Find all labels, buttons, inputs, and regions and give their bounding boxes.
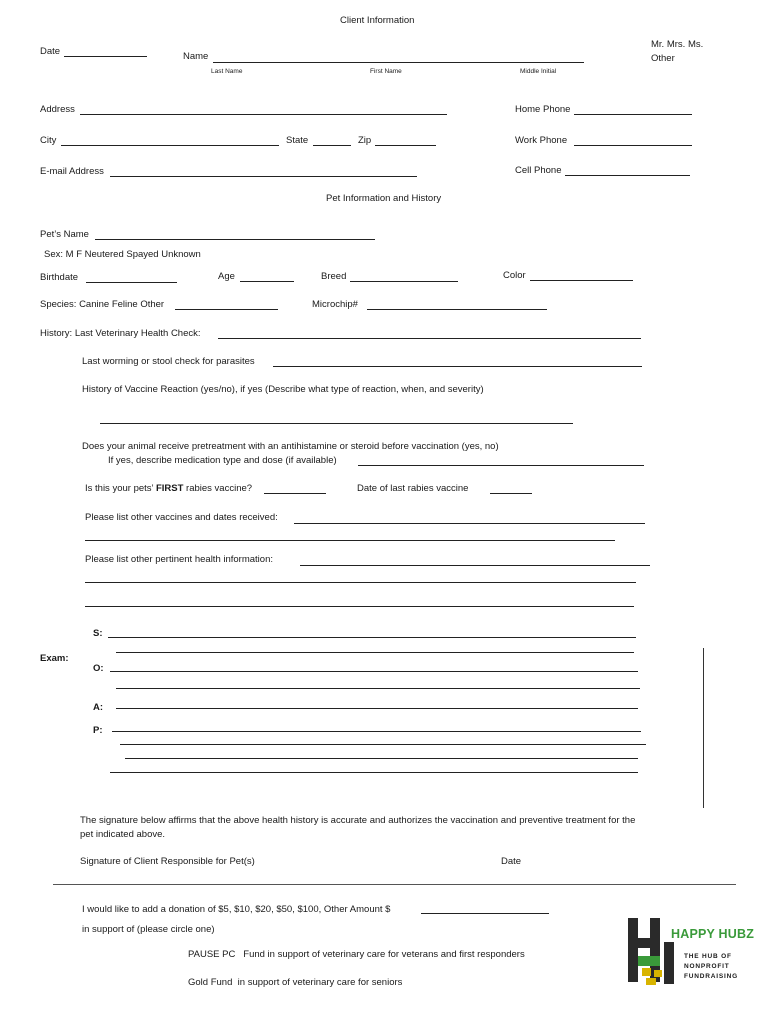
- work-phone-field[interactable]: [574, 145, 692, 146]
- exam-s-label: S:: [93, 628, 103, 639]
- birthdate-field[interactable]: [86, 282, 177, 283]
- logo-tagline-2: NONPROFIT: [684, 963, 730, 970]
- signature-date-label: Date: [501, 856, 522, 867]
- state-field[interactable]: [313, 145, 351, 146]
- middle-initial-caption: Middle Initial: [520, 68, 557, 75]
- donation-amount-field[interactable]: [421, 913, 549, 914]
- other-health-field[interactable]: [300, 565, 650, 566]
- zip-label: Zip: [358, 135, 372, 146]
- donation-line: I would like to add a donation of $5, $10, $20, $50, $100, Other Amount $: [82, 904, 391, 915]
- signature-statement-1: The signature below affirms that the above health history is accurate and authorizes the vaccination and preventive treatment for the: [80, 815, 636, 826]
- first-name-caption: First Name: [370, 68, 402, 75]
- last-health-check-field[interactable]: [218, 338, 641, 339]
- donation-circle-note: in support of (please circle one): [82, 924, 215, 935]
- email-label: E-mail Address: [40, 166, 104, 177]
- client-signature-label: Signature of Client Responsible for Pet(s): [80, 856, 255, 867]
- city-field[interactable]: [61, 145, 279, 146]
- exam-s-field[interactable]: [108, 637, 636, 638]
- exam-s-line-2[interactable]: [116, 652, 634, 653]
- species-other-field[interactable]: [175, 309, 278, 310]
- last-rabies-label: Date of last rabies vaccine: [357, 483, 469, 494]
- pretreatment-followup: If yes, describe medication type and dose (if available): [108, 455, 337, 466]
- last-health-check-label: History: Last Veterinary Health Check:: [40, 328, 201, 339]
- exam-o-label: O:: [93, 663, 104, 674]
- cell-phone-field[interactable]: [565, 175, 690, 176]
- exam-side-rule: [703, 648, 704, 808]
- zip-field[interactable]: [375, 145, 436, 146]
- address-label: Address: [40, 104, 75, 115]
- logo-name: HAPPY HUBZ: [671, 927, 755, 941]
- form-title: Client Information: [340, 15, 415, 26]
- microchip-field[interactable]: [367, 309, 547, 310]
- pet-name-label: Pet’s Name: [40, 229, 89, 240]
- worming-field[interactable]: [273, 366, 642, 367]
- gold-fund-option[interactable]: Gold Fund in support of veterinary care for seniors: [188, 977, 403, 988]
- exam-p-line-2[interactable]: [120, 744, 646, 745]
- pretreatment-question: Does your animal receive pretreatment with an antihistamine or steroid before vaccination (yes, no): [82, 441, 499, 452]
- color-field[interactable]: [530, 280, 633, 281]
- city-label: City: [40, 135, 57, 146]
- birthdate-label: Birthdate: [40, 272, 79, 283]
- breed-label: Breed: [321, 271, 347, 282]
- microchip-label: Microchip#: [312, 299, 358, 310]
- exam-a-field[interactable]: [116, 708, 638, 709]
- vaccine-reaction-label: History of Vaccine Reaction (yes/no), if yes (Describe what type of reaction, when, and severity): [82, 384, 484, 395]
- signature-divider: [53, 884, 736, 885]
- exam-p-line-3[interactable]: [125, 758, 638, 759]
- state-label: State: [286, 135, 309, 146]
- logo-tagline-1: THE HUB OF: [684, 953, 732, 960]
- first-rabies-question: Is this your pets’ FIRST rabies vaccine?: [85, 483, 253, 494]
- age-label: Age: [218, 271, 235, 282]
- vaccine-reaction-field[interactable]: [100, 423, 573, 424]
- exam-label: Exam:: [40, 653, 69, 664]
- name-field[interactable]: [213, 62, 584, 63]
- address-field[interactable]: [80, 114, 447, 115]
- date-label: Date: [40, 46, 61, 57]
- signature-statement-2: pet indicated above.: [80, 829, 166, 840]
- salutation-other[interactable]: Other: [651, 53, 675, 64]
- exam-o-field[interactable]: [110, 671, 638, 672]
- other-health-line-2[interactable]: [85, 582, 636, 583]
- color-label: Color: [503, 270, 526, 281]
- first-rabies-field[interactable]: [264, 493, 326, 494]
- pet-sex-options[interactable]: Sex: M F Neutered Spayed Unknown: [44, 249, 201, 260]
- exam-a-label: A:: [93, 702, 104, 713]
- exam-p-field[interactable]: [112, 731, 641, 732]
- age-field[interactable]: [240, 281, 294, 282]
- name-label: Name: [183, 51, 209, 62]
- other-vaccines-line-2[interactable]: [85, 540, 615, 541]
- pet-name-field[interactable]: [95, 239, 375, 240]
- other-health-line-3[interactable]: [85, 606, 634, 607]
- date-field[interactable]: [64, 56, 147, 57]
- other-vaccines-field[interactable]: [294, 523, 645, 524]
- home-phone-label: Home Phone: [515, 104, 571, 115]
- pet-section-title: Pet Information and History: [326, 193, 442, 204]
- email-field[interactable]: [110, 176, 417, 177]
- last-rabies-field[interactable]: [490, 493, 532, 494]
- cell-phone-label: Cell Phone: [515, 165, 562, 176]
- exam-p-label: P:: [93, 725, 103, 736]
- species-options[interactable]: Species: Canine Feline Other: [40, 299, 165, 310]
- last-name-caption: Last Name: [211, 68, 243, 75]
- exam-p-line-4[interactable]: [110, 772, 638, 773]
- other-vaccines-label: Please list other vaccines and dates received:: [85, 512, 278, 523]
- work-phone-label: Work Phone: [515, 135, 568, 146]
- home-phone-field[interactable]: [574, 114, 692, 115]
- happy-hubz-logo: [624, 916, 755, 990]
- worming-label: Last worming or stool check for parasites: [82, 356, 255, 367]
- logo-tagline-3: FUNDRAISING: [684, 973, 738, 980]
- pretreatment-field[interactable]: [358, 465, 644, 466]
- other-health-label: Please list other pertinent health information:: [85, 554, 273, 565]
- exam-o-line-2[interactable]: [116, 688, 640, 689]
- salutation-options[interactable]: Mr. Mrs. Ms.: [651, 39, 704, 50]
- breed-field[interactable]: [350, 281, 458, 282]
- pause-fund-option[interactable]: PAUSE PC Fund in support of veterinary care for veterans and first responders: [188, 949, 525, 960]
